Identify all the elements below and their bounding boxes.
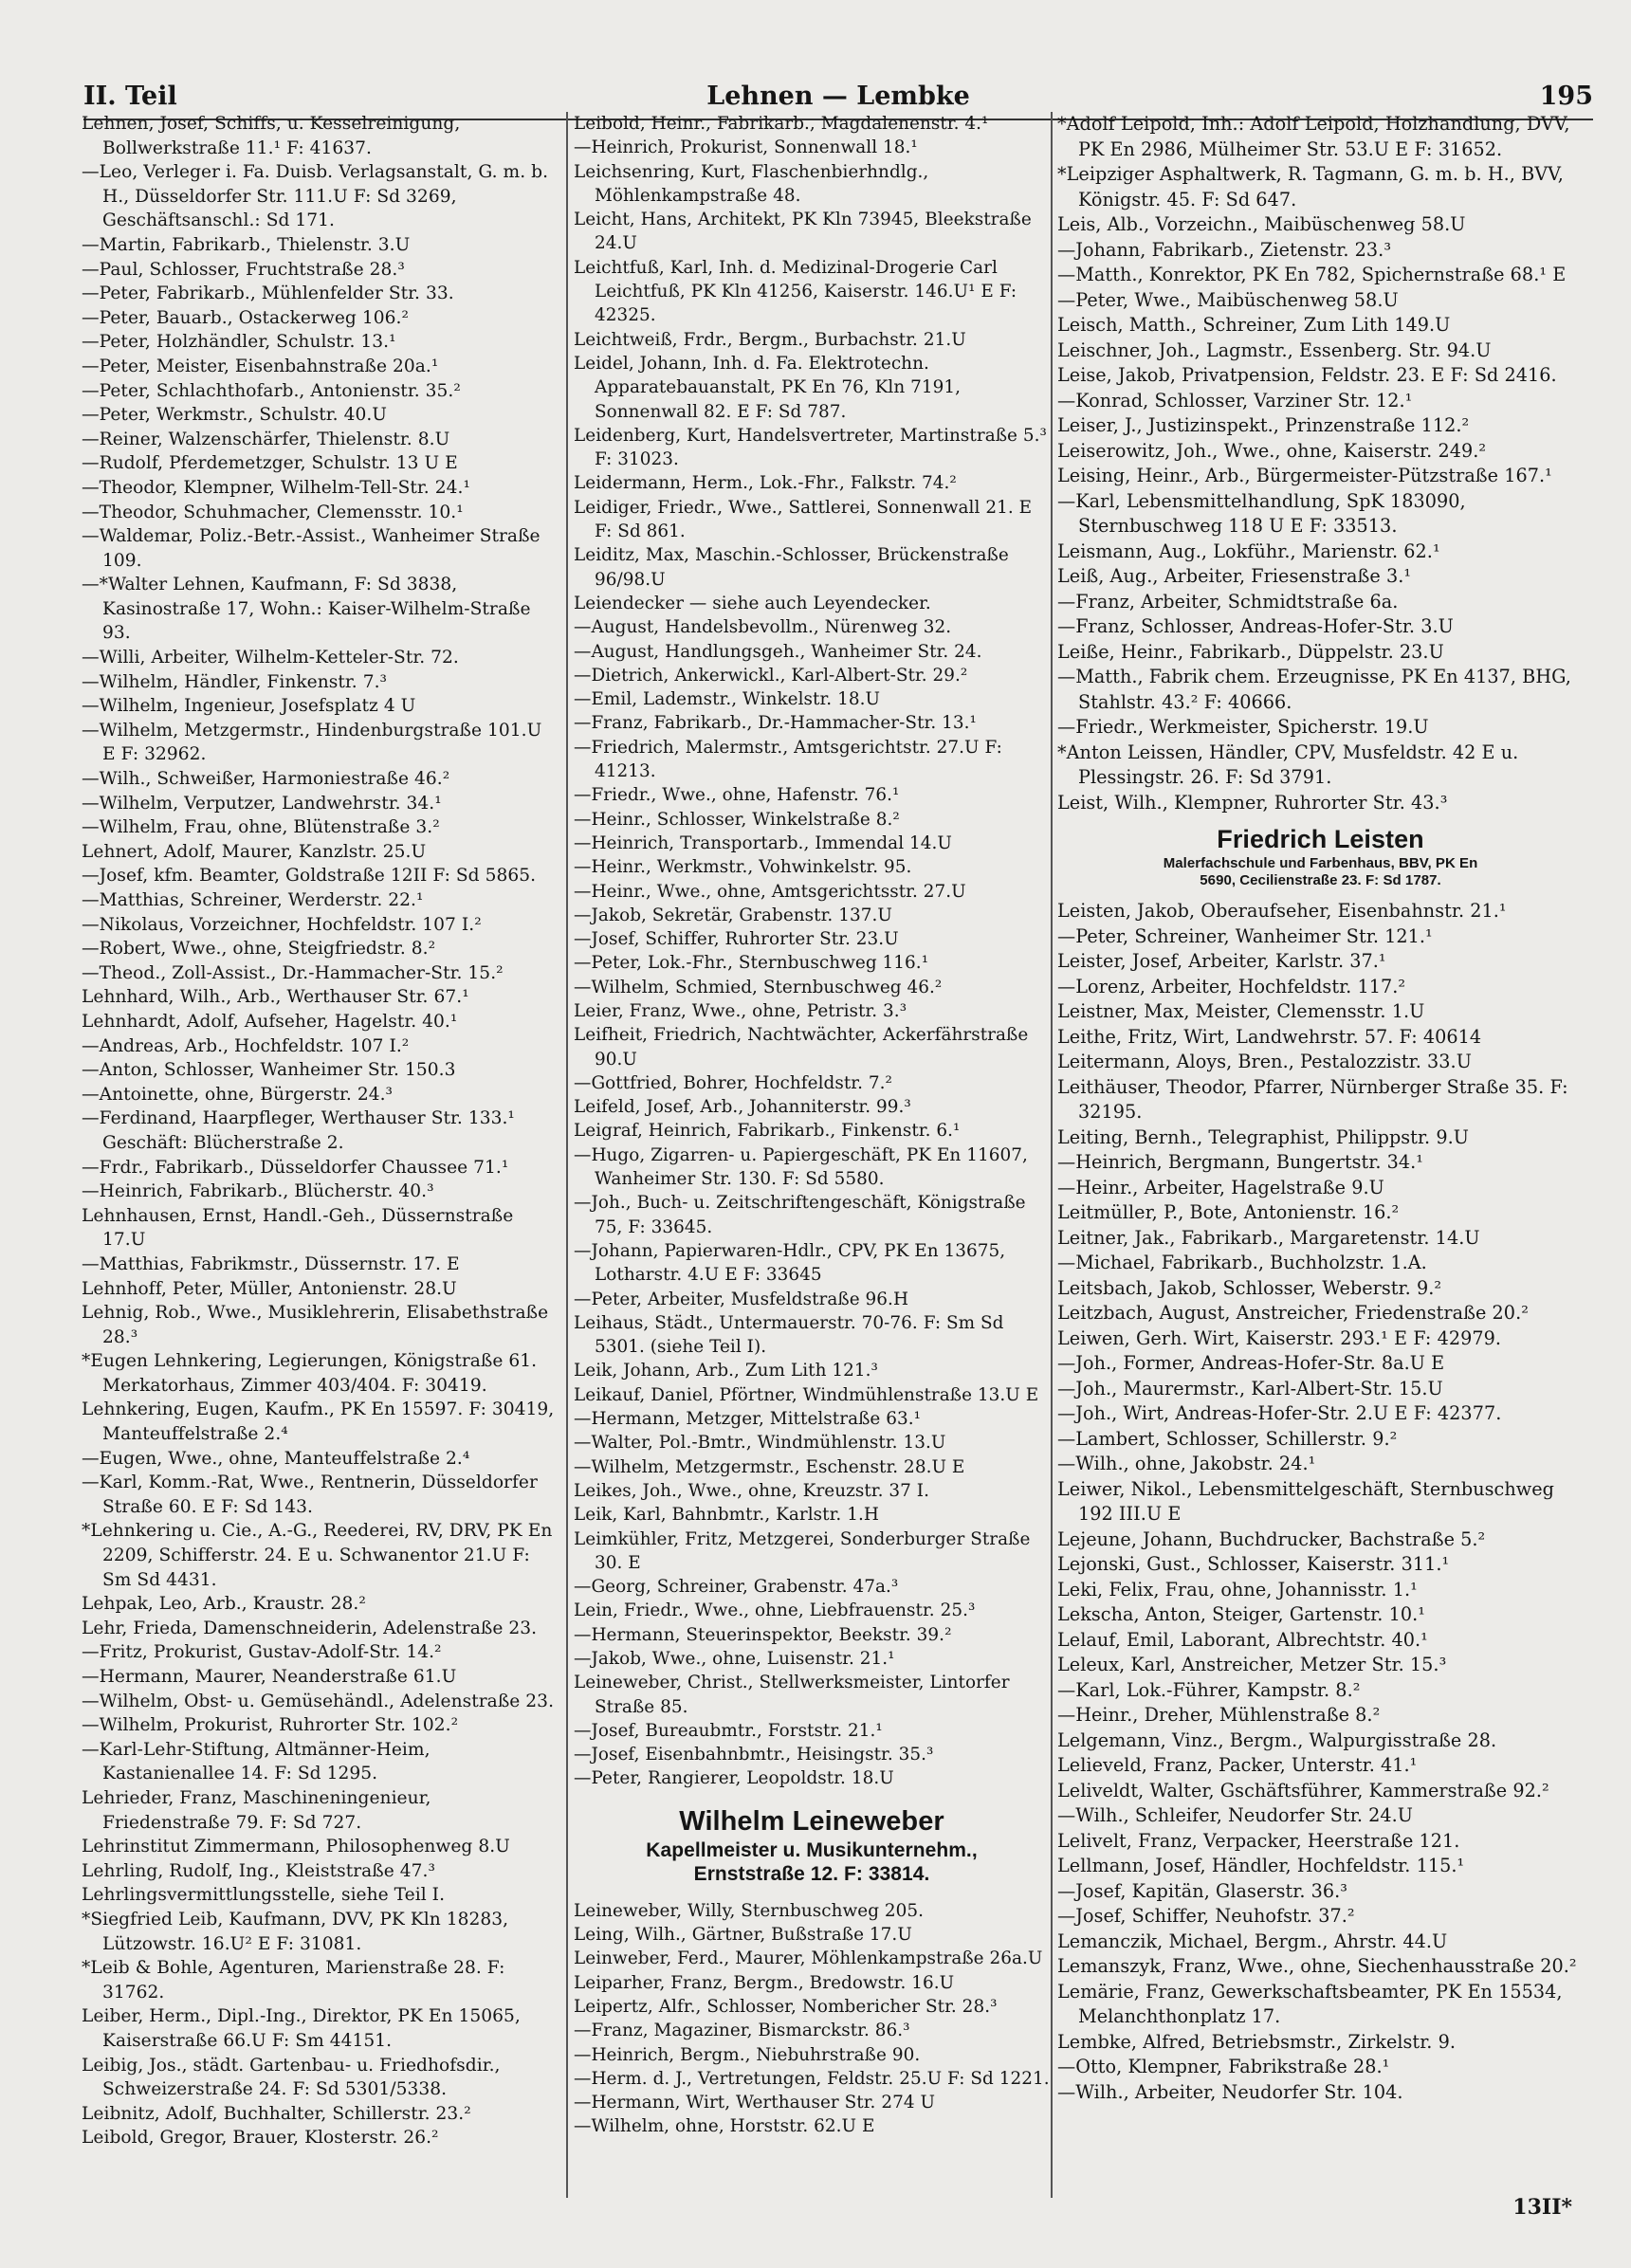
directory-entry: Leibnitz, Adolf, Buchhalter, Schillerstr. 23.² [82, 2103, 471, 2124]
directory-entry: Leikauf, Daniel, Pförtner, Windmühlenstraße 13.U E [574, 1384, 1039, 1405]
directory-entry: Leidenberg, Kurt, Handelsvertreter, Martinstraße 5.³ F: 31023. [574, 425, 1047, 470]
directory-entry: Leipertz, Alfr., Schlosser, Nombericher Str. 28.³ [574, 1996, 998, 2017]
directory-entry: Leisch, Matth., Schreiner, Zum Lith 149.U [1057, 314, 1451, 336]
directory-entry: Lehnen, Josef, Schiffs, u. Kesselreinigung, Bollwerkstraße 11.¹ F: 41637. [82, 114, 461, 158]
directory-entry: Leicht, Hans, Architekt, PK Kln 73945, Bleekstraße 24.U [574, 210, 1032, 254]
directory-entry: Leisten, Jakob, Oberaufseher, Eisenbahnstr. 21.¹ [1057, 900, 1507, 922]
directory-entry: —Franz, Magaziner, Bismarckstr. 86.³ [574, 2021, 910, 2041]
directory-entry: —Theodor, Klempner, Wilhelm-Tell-Str. 24.¹ [82, 477, 470, 498]
directory-entry: Leithe, Fritz, Wirt, Landwehrstr. 57. F: 40614 [1057, 1025, 1482, 1048]
directory-entry: *Anton Leissen, Händler, CPV, Musfeldstr. 42 E u. Plessingstr. 26. F: Sd 3791. [1057, 741, 1519, 788]
directory-entry: —Hermann, Wirt, Werthauser Str. 274 U [574, 2093, 936, 2113]
directory-entry: Leiß, Aug., Arbeiter, Friesenstraße 3.¹ [1057, 565, 1412, 587]
directory-entry: Leibold, Gregor, Brauer, Klosterstr. 26.² [82, 2128, 439, 2149]
directory-entry: Lehnert, Adolf, Maurer, Kanzlstr. 25.U [82, 841, 427, 862]
directory-entry: Leibig, Jos., städt. Gartenbau- u. Friedhofsdir., Schweizerstraße 24. F: Sd 5301/5338. [82, 2055, 501, 2100]
directory-entry: —Heinrich, Bergmann, Bungertstr. 34.¹ [1057, 1151, 1424, 1173]
ad-line: Ernststraße 12. F: 33814. [693, 1862, 930, 1885]
directory-entry: —Heinrich, Transportarb., Immendal 14.U [574, 832, 952, 853]
directory-entry: —Walter, Pol.-Bmtr., Windmühlenstr. 13.U [574, 1433, 946, 1454]
directory-entry: Leiser, J., Justizinspekt., Prinzenstraße 112.² [1057, 414, 1470, 436]
directory-entry: —Heinr., Arbeiter, Hagelstraße 9.U [1057, 1176, 1384, 1198]
directory-entry: Leiwen, Gerh. Wirt, Kaiserstr. 293.¹ E F: 42979. [1057, 1326, 1502, 1349]
advertisement-leineweber [574, 1804, 1050, 1886]
section-label: II. Teil [83, 82, 177, 111]
directory-entry: —Reiner, Walzenschärfer, Thielenstr. 8.U [82, 429, 450, 449]
directory-entry: —Frdr., Fabrikarb., Düsseldorfer Chaussee 71.¹ [82, 1157, 509, 1178]
directory-entry: —Hermann, Steuerinspektor, Beekstr. 39.² [574, 1624, 952, 1645]
directory-entry: Lemärie, Franz, Gewerkschaftsbeamter, PK En 15534, Melanchthonplatz 17. [1057, 1980, 1563, 2027]
directory-entry: —Wilhelm, Metzgermstr., Eschenstr. 28.U E [574, 1456, 965, 1477]
directory-entry: —Jakob, Sekretär, Grabenstr. 137.U [574, 905, 892, 925]
directory-entry: Leis, Alb., Vorzeichn., Maibüschenweg 58.U [1057, 213, 1466, 235]
directory-entry: —Wilhelm, Verputzer, Landwehrstr. 34.¹ [82, 793, 442, 814]
directory-entry: Leichtfuß, Karl, Inh. d. Medizinal-Drogerie Carl Leichtfuß, PK Kln 41256, Kaiserstr. 146.U¹ E F: 42325. [574, 257, 1017, 326]
directory-entry: —August, Handlungsgeh., Wanheimer Str. 24. [574, 641, 982, 662]
directory-entry: —Wilhelm, Schmied, Sternbuschweg 46.² [574, 977, 943, 997]
column-divider [566, 112, 568, 2198]
directory-entry: —Peter, Meister, Eisenbahnstraße 20a.¹ [82, 356, 439, 376]
directory-entry: —Joh., Buch- u. Zeitschriftengeschäft, Königstraße 75, F: 33645. [574, 1193, 1026, 1237]
directory-entry: —Heinr., Dreher, Mühlenstraße 8.² [1057, 1704, 1381, 1726]
directory-entry: Leitmüller, P., Bote, Antonienstr. 16.² [1057, 1201, 1400, 1223]
directory-entry: —Nikolaus, Vorzeichner, Hochfeldstr. 107 I.² [82, 914, 482, 935]
directory-entry: Lelauf, Emil, Laborant, Albrechtstr. 40.¹ [1057, 1628, 1428, 1651]
page-number: 195 [1539, 82, 1593, 111]
directory-entry: —Antoinette, ohne, Bürgerstr. 24.³ [82, 1084, 394, 1105]
running-head: Lehnen — Lembke [706, 82, 970, 111]
directory-entry: —Karl-Lehr-Stiftung, Altmänner-Heim, Kastanienallee 14. F: Sd 1295. [82, 1739, 431, 1784]
directory-entry: —Georg, Schreiner, Grabenstr. 47a.³ [574, 1577, 899, 1598]
directory-entry: —Hermann, Metzger, Mittelstraße 63.¹ [574, 1409, 922, 1430]
directory-entry: Leitner, Jak., Fabrikarb., Margaretenstr. 14.U [1057, 1226, 1480, 1249]
directory-entry: Lembke, Alfred, Betriebsmstr., Zirkelstr. 9. [1057, 2030, 1457, 2053]
entry-list [1057, 112, 1584, 815]
directory-entry: —Fritz, Prokurist, Gustav-Adolf-Str. 14.² [82, 1642, 442, 1663]
directory-entry: —Friedr., Werkmeister, Spicherstr. 19.U [1057, 716, 1429, 738]
sheet-signature: 13II* [1512, 2195, 1572, 2220]
directory-entry: —Heinrich, Bergm., Niebuhrstraße 90. [574, 2044, 921, 2065]
directory-entry: —Hugo, Zigarren- u. Papiergeschäft, PK En 11607, Wanheimer Str. 130. F: Sd 5580. [574, 1144, 1028, 1190]
directory-entry: —Joh., Former, Andreas-Hofer-Str. 8a.U E [1057, 1352, 1445, 1374]
entry-list [1057, 899, 1584, 2105]
ad-title: Wilhelm Leineweber [679, 1805, 944, 1837]
directory-entry: Leiendecker — siehe auch Leyendecker. [574, 593, 931, 613]
column-3 [1057, 112, 1584, 2105]
directory-entry: —Peter, Rangierer, Leopoldstr. 18.U [574, 1768, 894, 1789]
directory-entry: Leineweber, Christ., Stellwerksmeister, Lintorfer Straße 85. [574, 1673, 1010, 1717]
directory-entry: —Matthias, Fabrikmstr., Düssernstr. 17. E [82, 1253, 460, 1274]
directory-entry: —Joh., Wirt, Andreas-Hofer-Str. 2.U E F: 42377. [1057, 1402, 1502, 1424]
directory-entry: Leik, Karl, Bahnbmtr., Karlstr. 1.H [574, 1505, 879, 1526]
directory-entry: Lehpak, Leo, Arb., Kraustr. 28.² [82, 1594, 366, 1615]
ad-line: Kapellmeister u. Musikunternehm., [646, 1838, 978, 1861]
directory-entry: —Wilhelm, Ingenieur, Josefsplatz 4 U [82, 696, 416, 717]
directory-entry: —Heinrich, Fabrikarb., Blücherstr. 40.³ [82, 1181, 434, 1202]
directory-entry: —Matthias, Schreiner, Werderstr. 22.¹ [82, 890, 424, 910]
directory-entry: Leistner, Max, Meister, Clemensstr. 1.U [1057, 1000, 1425, 1022]
directory-entry: Leitermann, Aloys, Bren., Pestalozzistr. 33.U [1057, 1051, 1472, 1072]
directory-entry: Leiparher, Franz, Bergm., Bredowstr. 16.U [574, 1972, 955, 1993]
directory-entry: Leiße, Heinr., Fabrikarb., Düppelstr. 23.U [1057, 640, 1444, 663]
directory-entry: Leikes, Joh., Wwe., ohne, Kreuzstr. 37 I. [574, 1480, 930, 1501]
directory-entry: —Karl, Lok.-Führer, Kampstr. 8.² [1057, 1678, 1361, 1701]
directory-entry: Lehr, Frieda, Damenschneiderin, Adelenstraße 23. [82, 1618, 538, 1638]
directory-entry: —Wilhelm, ohne, Horststr. 62.U E [574, 2116, 875, 2137]
directory-entry: —Franz, Arbeiter, Schmidtstraße 6a. [1057, 590, 1399, 613]
directory-entry: —Hermann, Maurer, Neanderstraße 61.U [82, 1667, 457, 1687]
directory-entry: —Matth., Fabrik chem. Erzeugnisse, PK En 4137, BHG, Stahlstr. 43.² F: 40666. [1057, 666, 1571, 713]
directory-entry: —Peter, Fabrikarb., Mühlenfelder Str. 33. [82, 284, 454, 304]
directory-entry: —Herm. d. J., Vertretungen, Feldstr. 25.U F: Sd 1221. [574, 2068, 1050, 2089]
column-2 [574, 112, 1050, 2139]
directory-entry: Leichsenring, Kurt, Flaschenbierhndlg., Möhlenkampstraße 48. [574, 161, 929, 206]
directory-entry: —Wilhelm, Prokurist, Ruhrorter Str. 102.² [82, 1715, 459, 1736]
directory-entry: Leineweber, Willy, Sternbuschweg 205. [574, 1900, 925, 1921]
directory-entry: —Peter, Werkmstr., Schulstr. 40.U [82, 405, 388, 426]
directory-entry: —Konrad, Schlosser, Varziner Str. 12.¹ [1057, 389, 1413, 412]
directory-entry: —Wilhelm, Händler, Finkenstr. 7.³ [82, 671, 388, 692]
directory-entry: Lellmann, Josef, Händler, Hochfeldstr. 115.¹ [1057, 1855, 1465, 1876]
directory-entry: —Josef, Schiffer, Neuhofstr. 37.² [1057, 1905, 1355, 1927]
directory-entry: —Peter, Holzhändler, Schulstr. 13.¹ [82, 332, 396, 353]
directory-entry: Lehnhard, Wilh., Arb., Werthauser Str. 67.¹ [82, 987, 469, 1008]
directory-entry: —Matth., Konrektor, PK En 782, Spichernstraße 68.¹ E [1057, 264, 1567, 285]
directory-entry: —*Walter Lehnen, Kaufmann, F: Sd 3838, Kasinostraße 17, Wohn.: Kaiser-Wilhelm-Straße 93. [82, 575, 531, 644]
column-1 [82, 112, 556, 2150]
directory-entry: —Waldemar, Poliz.-Betr.-Assist., Wanheimer Straße 109. [82, 526, 541, 571]
directory-entry: Leidermann, Herm., Lok.-Fhr., Falkstr. 74.² [574, 473, 957, 494]
directory-entry: Leinweber, Ferd., Maurer, Möhlenkampstraße 26a.U [574, 1948, 1043, 1969]
directory-entry: Leibold, Heinr., Fabrikarb., Magdalenenstr. 4.¹ [574, 114, 989, 134]
directory-entry: Leki, Felix, Frau, ohne, Johannisstr. 1.¹ [1057, 1578, 1418, 1600]
directory-entry: —Eugen, Wwe., ohne, Manteuffelstraße 2.⁴ [82, 1448, 470, 1469]
directory-entry: —Johann, Fabrikarb., Zietenstr. 23.³ [1057, 238, 1392, 261]
directory-entry: Leiserowitz, Joh., Wwe., ohne, Kaiserstr. 249.² [1057, 439, 1487, 462]
directory-entry: Lehrling, Rudolf, Ing., Kleiststraße 47.³ [82, 1860, 436, 1881]
directory-entry: —Wilh., Arbeiter, Neudorfer Str. 104. [1057, 2080, 1403, 2103]
directory-entry: Leitzbach, August, Anstreicher, Friedenstraße 20.² [1057, 1302, 1529, 1324]
directory-entry: —Peter, Lok.-Fhr., Sternbuschweg 116.¹ [574, 953, 929, 974]
directory-entry: —Friedrich, Malermstr., Amtsgerichtstr. 27.U F: 41213. [574, 737, 1002, 782]
directory-entry: —Lorenz, Arbeiter, Hochfeldstr. 117.² [1057, 975, 1406, 997]
directory-entry: Leifheit, Friedrich, Nachtwächter, Ackerfährstraße 90.U [574, 1025, 1029, 1070]
directory-entry: Lein, Friedr., Wwe., ohne, Liebfrauenstr. 25.³ [574, 1600, 976, 1621]
directory-entry: —Wilhelm, Obst- u. Gemüsehändl., Adelenstraße 23. [82, 1691, 555, 1711]
directory-entry: Leitsbach, Jakob, Schlosser, Weberstr. 9.² [1057, 1276, 1442, 1299]
directory-entry: —Gottfried, Bohrer, Hochfeldstr. 7.² [574, 1072, 892, 1093]
directory-entry: —Peter, Schlachthofarb., Antonienstr. 35.² [82, 380, 461, 401]
directory-entry: —Josef, Eisenbahnbmtr., Heisingstr. 35.³ [574, 1745, 934, 1765]
directory-entry: —Karl, Komm.-Rat, Wwe., Rentnerin, Düsseldorfer Straße 60. E F: Sd 143. [82, 1472, 538, 1517]
directory-entry: —Friedr., Wwe., ohne, Hafenstr. 76.¹ [574, 785, 900, 806]
directory-entry: Leliveldt, Walter, Gschäftsführer, Kammerstraße 92.² [1057, 1779, 1549, 1802]
directory-entry: —Wilhelm, Metzgermstr., Hindenburgstraße 101.U E F: 32962. [82, 720, 542, 765]
directory-entry: Leleux, Karl, Anstreicher, Metzer Str. 15.³ [1057, 1654, 1447, 1675]
entry-list [82, 112, 556, 2150]
directory-entry: Lehnkering, Eugen, Kaufm., PK En 15597. F: 30419, Manteuffelstraße 2.⁴ [82, 1399, 555, 1445]
directory-entry: *Siegfried Leib, Kaufmann, DVV, PK Kln 18283, Lützowstr. 16.U² E F: 31081. [82, 1909, 509, 1954]
directory-entry: Lejonski, Gust., Schlosser, Kaiserstr. 311.¹ [1057, 1553, 1450, 1575]
directory-entry: —Heinr., Werkmstr., Vohwinkelstr. 95. [574, 857, 912, 878]
directory-entry: —Paul, Schlosser, Fruchtstraße 28.³ [82, 259, 405, 280]
directory-entry: *Leipziger Asphaltwerk, R. Tagmann, G. m. b. H., BVV, Königstr. 45. F: Sd 647. [1057, 163, 1564, 210]
directory-entry: Lemanszyk, Franz, Wwe., ohne, Siechenhausstraße 20.² [1057, 1955, 1577, 1977]
directory-entry: *Leib & Bohle, Agenturen, Marienstraße 28. F: 31762. [82, 1958, 505, 2003]
directory-entry: Leifeld, Josef, Arb., Johanniterstr. 99.³ [574, 1097, 911, 1118]
directory-entry: —Jakob, Wwe., ohne, Luisenstr. 21.¹ [574, 1649, 895, 1669]
column-divider [1051, 112, 1053, 2198]
directory-entry: —Wilh., Schweißer, Harmoniestraße 46.² [82, 769, 450, 790]
directory-entry: Leier, Franz, Wwe., ohne, Petristr. 3.³ [574, 1000, 907, 1021]
directory-entry: —Otto, Klempner, Fabrikstraße 28.¹ [1057, 2056, 1390, 2077]
directory-entry: Lehrinstitut Zimmermann, Philosophenweg 8.U [82, 1837, 510, 1857]
entry-list [574, 1899, 1050, 2139]
directory-entry: Leiting, Bernh., Telegraphist, Philippstr. 9.U [1057, 1125, 1469, 1148]
directory-entry: —Josef, kfm. Beamter, Goldstraße 12II F: Sd 5865. [82, 866, 537, 887]
directory-entry: *Eugen Lehnkering, Legierungen, Königstraße 61. Merkatorhaus, Zimmer 403/404. F: 30419. [82, 1351, 538, 1396]
directory-entry: —Wilh., ohne, Jakobstr. 24.¹ [1057, 1453, 1316, 1474]
directory-entry: Leiwer, Nikol., Lebensmittelgeschäft, Sternbuschweg 192 III.U E [1057, 1477, 1554, 1525]
directory-entry: —Karl, Lebensmittelhandlung, SpK 183090, Sternbuschweg 118 U E F: 33513. [1057, 489, 1466, 537]
directory-entry: —Wilhelm, Frau, ohne, Blütenstraße 3.² [82, 817, 440, 838]
directory-entry: *Lehnkering u. Cie., A.-G., Reederei, RV, DRV, PK En 2209, Schifferstr. 24. E u. Schwanentor 21.U F: Sm Sd 4431. [82, 1521, 553, 1590]
directory-entry: Leiditz, Max, Maschin.-Schlosser, Brückenstraße 96/98.U [574, 545, 1009, 590]
directory-entry: Leithäuser, Theodor, Pfarrer, Nürnberger Straße 35. F: 32195. [1057, 1075, 1568, 1123]
directory-entry: —Franz, Schlosser, Andreas-Hofer-Str. 3.U [1057, 615, 1454, 637]
directory-entry: Leister, Josef, Arbeiter, Karlstr. 37.¹ [1057, 950, 1386, 972]
directory-entry: —Heinr., Schlosser, Winkelstraße 8.² [574, 809, 900, 830]
directory-entry: Lejeune, Johann, Buchdrucker, Bachstraße 5.² [1057, 1527, 1486, 1550]
directory-entry: Lehnig, Rob., Wwe., Musiklehrerin, Elisabethstraße 28.³ [82, 1303, 549, 1347]
directory-entry: Leidel, Johann, Inh. d. Fa. Elektrotechn. Apparatebauanstalt, PK En 76, Kln 7191, Sonnenwall 82. E F: Sd 787. [574, 353, 962, 422]
directory-entry: —Robert, Wwe., ohne, Steigfriedstr. 8.² [82, 939, 436, 960]
directory-entry: Leise, Jakob, Privatpension, Feldstr. 23. E F: Sd 2416. [1057, 364, 1557, 386]
directory-entry: Leing, Wilh., Gärtner, Bußstraße 17.U [574, 1925, 912, 1946]
directory-entry: —Michael, Fabrikarb., Buchholzstr. 1.A. [1057, 1252, 1427, 1273]
directory-entry: —August, Handelsbevollm., Nürenweg 32. [574, 617, 952, 638]
directory-entry: —Rudolf, Pferdemetzger, Schulstr. 13 U E [82, 453, 458, 474]
directory-entry: —Heinr., Wwe., ohne, Amtsgerichtsstr. 27.U [574, 881, 966, 902]
directory-entry: —Joh., Maurermstr., Karl-Albert-Str. 15.U [1057, 1377, 1443, 1399]
directory-entry: —Theodor, Schuhmacher, Clemensstr. 10.¹ [82, 502, 464, 522]
directory-entry: —Lambert, Schlosser, Schillerstr. 9.² [1057, 1427, 1398, 1450]
directory-entry: —Josef, Kapitän, Glaserstr. 36.³ [1057, 1879, 1348, 1902]
directory-entry: Lehnhoff, Peter, Müller, Antonienstr. 28.U [82, 1278, 457, 1299]
directory-entry: —Andreas, Arb., Hochfeldstr. 107 I.² [82, 1035, 410, 1056]
directory-entry: —Peter, Arbeiter, Musfeldstraße 96.H [574, 1289, 909, 1309]
directory-entry: —Anton, Schlosser, Wanheimer Str. 150.3 [82, 1060, 456, 1081]
directory-entry: Leimkühler, Fritz, Metzgerei, Sonderburger Straße 30. E [574, 1528, 1031, 1573]
directory-entry: Leik, Johann, Arb., Zum Lith 121.³ [574, 1361, 878, 1381]
directory-entry: Lehrieder, Franz, Maschineningenieur, Friedenstraße 79. F: Sd 727. [82, 1787, 431, 1833]
directory-entry: Lelivelt, Franz, Verpacker, Heerstraße 121. [1057, 1829, 1460, 1852]
ad-title: Friedrich Leisten [1217, 825, 1424, 853]
directory-entry: Leichtweiß, Frdr., Bergm., Burbachstr. 21.U [574, 329, 966, 350]
directory-entry: —Josef, Schiffer, Ruhrorter Str. 23.U [574, 929, 899, 950]
directory-entry: —Leo, Verleger i. Fa. Duisb. Verlagsanstalt, G. m. b. H., Düsseldorfer Str. 111.U F: Sd 3269, Geschäftsanschl.: Sd 171. [82, 162, 549, 231]
advertisement-leisten [1057, 823, 1584, 889]
directory-entry: Leismann, Aug., Lokführ., Marienstr. 62.¹ [1057, 540, 1440, 562]
directory-entry: *Adolf Leipold, Inh.: Adolf Leipold, Holzhandlung, DVV, PK En 2986, Mülheimer Str. 53.U E F: 31652. [1057, 113, 1570, 160]
directory-entry: —Theod., Zoll-Assist., Dr.-Hammacher-Str. 15.² [82, 962, 504, 983]
directory-entry: Lehrlingsvermittlungsstelle, siehe Teil I. [82, 1885, 446, 1906]
directory-entry: —Peter, Schreiner, Wanheimer Str. 121.¹ [1057, 924, 1433, 947]
directory-entry: —Johann, Papierwaren-Hdlr., CPV, PK En 13675, Lotharstr. 4.U E F: 33645 [574, 1240, 1006, 1286]
directory-entry: —Wilh., Schleifer, Neudorfer Str. 24.U [1057, 1804, 1414, 1826]
directory-entry: Leihaus, Städt., Untermauerstr. 70-76. F: Sm Sd 5301. (siehe Teil I). [574, 1312, 1004, 1358]
directory-entry: —Martin, Fabrikarb., Thielenstr. 3.U [82, 234, 411, 255]
directory-entry: Leidiger, Friedr., Wwe., Sattlerei, Sonnenwall 21. E F: Sd 861. [574, 497, 1033, 542]
directory-entry: —Heinrich, Prokurist, Sonnenwall 18.¹ [574, 137, 918, 158]
directory-entry: Lehnhardt, Adolf, Aufseher, Hagelstr. 40.¹ [82, 1011, 458, 1032]
directory-entry: Lekscha, Anton, Steiger, Gartenstr. 10.¹ [1057, 1603, 1425, 1625]
ad-line: Malerfachschule und Farbenhaus, BBV, PK En [1163, 855, 1478, 871]
directory-entry: Leischner, Joh., Lagmstr., Essenberg. Str. 94.U [1057, 338, 1492, 361]
directory-entry: —Josef, Bureaubmtr., Forststr. 21.¹ [574, 1720, 883, 1741]
directory-entry: —Dietrich, Ankerwickl., Karl-Albert-Str. 29.² [574, 665, 968, 686]
ad-line: 5690, Cecilienstraße 23. F: Sd 1787. [1200, 872, 1441, 888]
directory-entry: Lelieveld, Franz, Packer, Unterstr. 41.¹ [1057, 1754, 1418, 1776]
directory-entry: —Willi, Arbeiter, Wilhelm-Ketteler-Str. 72. [82, 648, 459, 668]
directory-entry: Lehnhausen, Ernst, Handl.-Geh., Düssernstraße 17.U [82, 1205, 514, 1251]
directory-entry: Leiber, Herm., Dipl.-Ing., Direktor, PK En 15065, Kaiserstraße 66.U F: Sm 44151. [82, 2006, 521, 2051]
entry-list [574, 112, 1050, 1791]
directory-entry: —Peter, Wwe., Maibüschenweg 58.U [1057, 288, 1399, 311]
directory-entry: Leising, Heinr., Arb., Bürgermeister-Pützstraße 167.¹ [1057, 465, 1552, 486]
directory-entry: Lelgemann, Vinz., Bergm., Walpurgisstraße 28. [1057, 1728, 1497, 1751]
directory-entry: Leist, Wilh., Klempner, Ruhrorter Str. 43.³ [1057, 791, 1448, 814]
directory-entry: —Peter, Bauarb., Ostackerweg 106.² [82, 307, 409, 328]
directory-entry: Lemanczik, Michael, Bergm., Ahrstr. 44.U [1057, 1930, 1448, 1952]
directory-entry: —Ferdinand, Haarpfleger, Werthauser Str. 133.¹ Geschäft: Blücherstraße 2. [82, 1108, 515, 1153]
directory-entry: Leigraf, Heinrich, Fabrikarb., Finkenstr. 6.¹ [574, 1121, 961, 1142]
directory-entry: —Franz, Fabrikarb., Dr.-Hammacher-Str. 13.¹ [574, 713, 977, 734]
directory-entry: —Emil, Lademstr., Winkelstr. 18.U [574, 689, 881, 710]
